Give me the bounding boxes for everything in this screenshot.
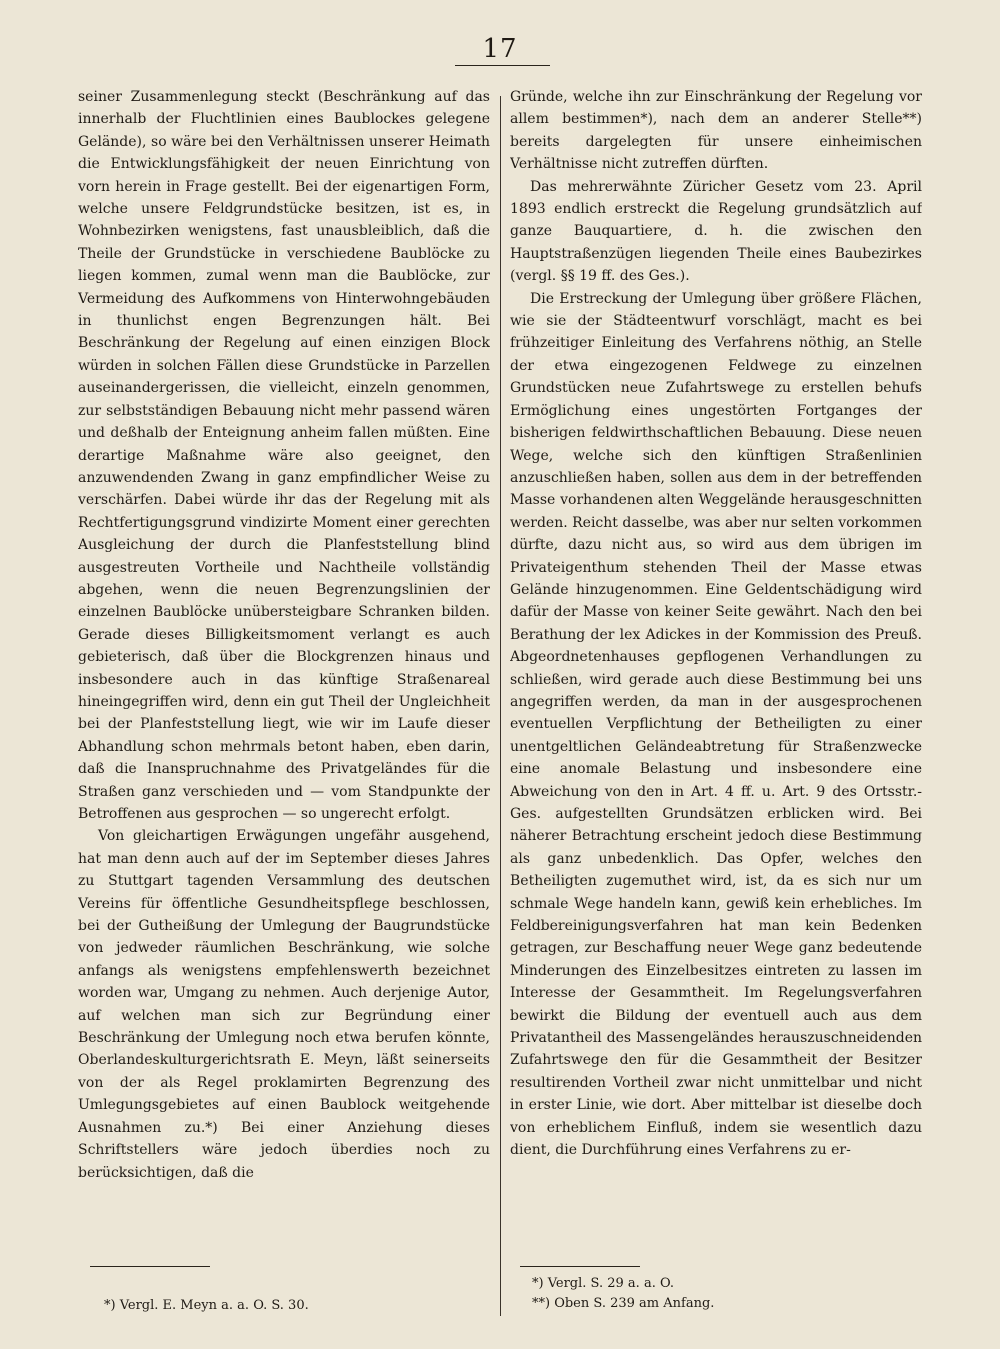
right-column (510, 86, 922, 1271)
right-paragraph-2: Das mehrerwähnte Züricher Gesetz vom 23. April 1893 endlich erstreckt die Regelung grundsätzlich auf ganze Bauquartiere, d. h. die zwischen den Hauptstraßenzügen liegenden Theile eines Baubezirkes (vergl. §§ 19 ff. des Ges.). (510, 178, 922, 285)
right-footnote-rule (520, 1266, 640, 1267)
left-footnote-rule (90, 1266, 210, 1267)
right-paragraph-3: Die Erstreckung der Umlegung über größere Flächen, wie sie der Städteentwurf vorschlägt, macht es bei frühzeitiger Einleitung des Verfahrens nöthig, an Stelle der etwa eingezogenen Feldwege zu einzelnen Grundstücken neue Zufahrtswege zu erstellen behufs Ermöglichung eines ungestörten Fortganges der bisherigen feldwirthschaftlichen Bebauung. Diese neuen Wege, welche sich den künftigen Straßenlinien anzuschließen haben, sollen aus dem in der betreffenden Masse vorhandenen alten Weggelände herausgeschnitten werden. Reicht dasselbe, was aber nur selten vorkommen dürfte, dazu nicht aus, so wird aus dem übrigen im Privateigenthum stehenden Theil der Masse etwas Gelände hinzugenommen. Eine Geldentschädigung wird dafür der Masse von keiner Seite gewährt. Nach den bei Berathung der lex Adickes in der Kommission des Preuß. Abgeordnetenhauses gepflogenen Verhandlungen zu schließen, wird gerade auch diese Bestimmung bei uns angegriffen werden, da man in der ausgesprochenen eventuellen Verpflichtung der Betheiligten zu einer unentgeltlichen Geländeabtretung für Straßenzwecke eine anomale Belastung und insbesondere eine Abweichung von den in Art. 4 ff. u. Art. 9 des Ortsstr.-Ges. aufgestellten Grundsätzen erblicken wird. Bei näherer Betrachtung erscheint jedoch diese Bestimmung als ganz unbedenklich. Das Opfer, welches den Betheiligten zugemuthet wird, ist, da es sich nur um schmale Wege handeln kann, gewiß kein erhebliches. Im Feldbereinigungsverfahren hat man kein Bedenken getragen, zur Beschaffung neuer Wege ganz bedeutende Minderungen des Einzelbesitzes eintreten zu lassen im Interesse der Gesammtheit. Im Regelungsverfahren bewirkt die Bildung der eventuell auch aus dem Privatantheil des Massengeländes herauszuschneidenden Zufahrtswege den für die Gesammtheit der Besitzer resultirenden Vortheil zwar nicht unmittelbar und nicht in erster Linie, wie dort. Aber mittelbar ist dieselbe doch von erheblichem Einfluß, indem sie wesentlich dazu dient, die Durchführung eines Verfahrens zu er- (510, 290, 922, 1159)
page-number: 17 (482, 34, 518, 64)
left-column (78, 86, 490, 1271)
footnote: *) Vergl. S. 29 a. a. O. (532, 1276, 674, 1291)
header-rule (455, 65, 550, 66)
left-paragraph-1: seiner Zusammenlegung steckt (Beschränkung auf das innerhalb der Fluchtlinien eines Baublockes gelegene Gelände), so wäre bei den Verhältnissen unserer Heimath die Entwicklungsfähigkeit der neuen Einrichtung von vorn herein in Frage gestellt. Bei der eigenartigen Form, welche unsere Feldgrundstücke besitzen, ist es, in Wohnbezirken wenigstens, fast unausbleiblich, daß die Theile der Grundstücke in verschiedene Baublöcke zu liegen kommen, zumal wenn man die Baublöcke, zur Vermeidung des Aufkommens von Hinterwohngebäuden in thunlichst engen Begrenzungen hält. Bei Beschränkung der Regelung auf einen einzigen Block würden in solchen Fällen diese Grundstücke in Parzellen auseinandergerissen, die vielleicht, einzeln genommen, zur selbstständigen Bebauung nicht mehr passend wären und deßhalb der Enteignung anheim fallen müßten. Eine derartige Maßnahme wäre also geeignet, den anzuwendenden Zwang in ganz empfindlicher Weise zu verschärfen. Dabei würde ihr das der Regelung mit als Rechtfertigungsgrund vindizirte Moment einer gerechten Ausgleichung der durch die Planfeststellung blind ausgestreuten Vortheile und Nachtheile vollständig abgehen, wenn die neuen Begrenzungslinien der einzelnen Baublöcke unübersteigbare Schranken bilden. Gerade dieses Billigkeitsmoment verlangt es auch gebieterisch, daß über die Blockgrenzen hinaus und insbesondere auch in das künftige Straßenareal hineingegriffen wird, denn ein gut Theil der Ungleichheit bei der Planfeststellung liegt, wie wir im Laufe dieser Abhandlung schon mehrmals betont haben, eben darin, daß die Inanspruchnahme des Privatgeländes für die Straßen ganz verschieden und — vom Standpunkte der Betroffenen aus gesprochen — so ungerecht erfolgt. (78, 89, 490, 822)
right-paragraph-1: Gründe, welche ihn zur Einschränkung der Regelung vor allem bestimmen*), nach dem an anderer Stelle**) bereits dargelegten für unsere einheimischen Verhältnisse nicht zutreffen dürften. (510, 89, 922, 173)
footnote: *) Vergl. E. Meyn a. a. O. S. 30. (104, 1298, 309, 1313)
right-footnotes (532, 1274, 912, 1314)
left-paragraph-2: Von gleichartigen Erwägungen ungefähr ausgehend, hat man denn auch auf der im September dieses Jahres zu Stuttgart tagenden Versammlung des deutschen Vereins für öffentliche Gesundheitspflege beschlossen, bei der Gutheißung der Umlegung der Baugrundstücke von jedweder räumlichen Beschränkung, wie solche anfangs als wenigstens empfehlenswerth bezeichnet worden war, Umgang zu nehmen. Auch derjenige Autor, auf welchen man sich zur Begründung einer Beschränkung der Umlegung noch etwa berufen könnte, Oberlandeskulturgerichtsrath E. Meyn, läßt seinerseits von der als Regel proklamirten Begrenzung des Umlegungsgebietes auf einen Baublock weitgehende Ausnahmen zu.*) Bei einer Anziehung dieses Schriftstellers wäre jedoch überdies noch zu berücksichtigen, daß die (78, 828, 490, 1181)
column-divider (500, 96, 501, 1316)
left-footnotes (104, 1296, 484, 1316)
footnote: **) Oben S. 239 am Anfang. (532, 1296, 715, 1311)
